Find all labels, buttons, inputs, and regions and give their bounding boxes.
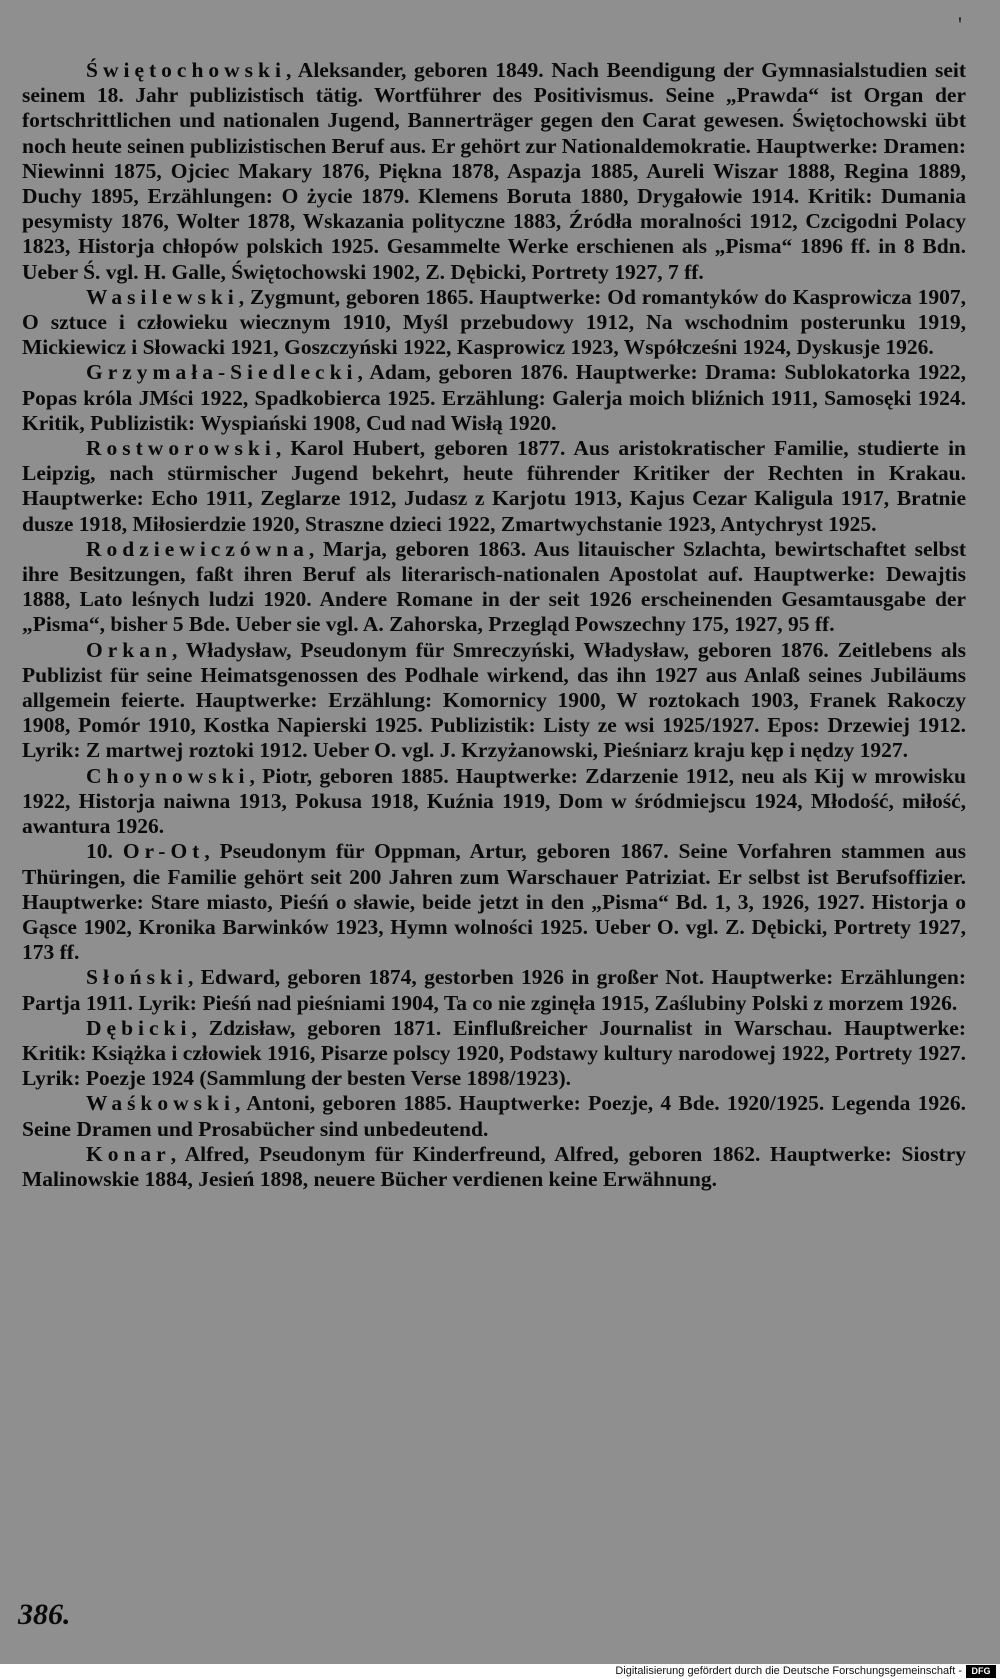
entry-paragraph [22, 1142, 966, 1192]
entry-name: Rostworowski [86, 436, 276, 461]
entry-paragraph [22, 965, 966, 1015]
entry-name: Wasilewski [86, 284, 239, 309]
entry-name: Or-Ot [122, 839, 205, 864]
page-number: 386. [18, 1598, 71, 1631]
entry-text: , Karol Hubert, geboren 1877. Aus aristokratischer Familie, studierte in Leipzig, nach stürmischer Jugend bekehrt, heute führender Kritiker der Rechten in Krakau. Hauptwerke: Echo 1911, Zeglarze 1912, Judasz z Karjotu 1913, Kajus Cezar Kaligula 1917, Bratnie dusze 1918, Miłosierdzie 1920, Straszne dzieci 1922, Zmartwychstanie 1923, Antychryst 1925. [22, 436, 966, 536]
entry-text: , Zygmunt, geboren 1865. Hauptwerke: Od romantyków do Kasprowicza 1907, O sztuce i człowieku wiecznym 1910, Myśl przebudowy 1912, Na wschodnim posterunku 1919, Mickiewicz i Słowacki 1921, Goszczyński 1922, Kasprowicz 1923, Współcześni 1924, Dyskusje 1926. [22, 284, 966, 360]
entry-paragraph [22, 58, 966, 285]
entry-paragraph [22, 1091, 966, 1141]
entry-text: , Piotr, geboren 1885. Hauptwerke: Zdarzenie 1912, neu als Kij w mrowisku 1922, Historja naiwna 1913, Pokusa 1918, Kuźnia 1919, Dom w śródmiejscu 1924, Młodość, miłość, awantura 1926. [22, 763, 966, 839]
corner-mark: ' [958, 12, 962, 37]
entry-name: Orkan [86, 637, 172, 662]
entry-text: , Pseudonym für Oppman, Artur, geboren 1867. Seine Vorfahren stammen aus Thüringen, die Familie gehört seit 200 Jahren zum Warschauer Patriziat. Er selbst ist Berufsoffizier. Hauptwerke: Stare miasto, Pieśń o sławie, beide jetzt in den „Pisma“ Bd. 1, 3, 1926, 1927. Historja o Gąsce 1902, Kronika Barwinków 1923, Hymn wolności 1925. Ueber O. vgl. Z. Dębicki, Portrety 1927, 173 ff. [22, 839, 966, 965]
entry-name: Konar [86, 1141, 171, 1166]
entry-name: Słoński [86, 965, 188, 990]
entry-paragraph [22, 436, 966, 537]
entry-name: Grzymała-Siedlecki [86, 360, 358, 385]
dfg-logo: DFG [966, 1665, 996, 1678]
entry-paragraph [22, 285, 966, 361]
entry-paragraph [22, 638, 966, 764]
entry-name: Rodziewiczówna [86, 536, 309, 561]
entry-text: , Władysław, Pseudonym für Smreczyński, Władysław, geboren 1876. Zeitlebens als Publizist für seine Heimatsgenossen des Podhale wirkend, das ihn 1927 aus Anlaß seines Jubiläums allgemein feierte. Hauptwerke: Erzählung: Komornicy 1900, W roztokach 1903, Franek Rakoczy 1908, Pomór 1910, Kostka Napierski 1925. Publizistik: Listy ze wsi 1925/1927. Epos: Drzewiej 1912. Lyrik: Z martwej roztoki 1912. Ueber O. vgl. J. Krzyżanowski, Pieśniarz kraju kęp i nędzy 1927. [22, 637, 966, 763]
entry-paragraph [22, 839, 966, 965]
entry-text: , Zdzisław, geboren 1871. Einflußreicher Journalist in Warschau. Hauptwerke: Kritik: Książka i człowiek 1916, Pisarze polscy 1920, Podstawy kultury narodowej 1922, Portrety 1927. Lyrik: Poezje 1924 (Sammlung der besten Verse 1898/1923). [22, 1015, 966, 1091]
entry-prefix: 10. [86, 839, 123, 864]
entry-name: Dębicki [86, 1015, 192, 1040]
entry-name: Świętochowski [86, 58, 286, 82]
entry-text: , Alfred, Pseudonym für Kinderfreund, Alfred, geboren 1862. Hauptwerke: Siostry Malinowskie 1884, Jesień 1898, neuere Bücher verdienen keine Erwähnung. [22, 1141, 966, 1191]
entry-name: Waśkowski [86, 1091, 235, 1116]
entry-paragraph [22, 360, 966, 436]
entry-text: , Antoni, geboren 1885. Hauptwerke: Poezje, 4 Bde. 1920/1925. Legenda 1926. Seine Dramen und Prosabücher sind unbedeutend. [22, 1091, 966, 1141]
entry-paragraph [22, 764, 966, 840]
body-text [22, 58, 966, 1192]
entry-text: , Adam, geboren 1876. Hauptwerke: Drama: Sublokatorka 1922, Popas króla JMści 1922, Spadkobierca 1925. Erzählung: Galerja moich bliźnich 1911, Samosęki 1924. Kritik, Publizistik: Wyspiański 1908, Cud nad Wisłą 1920. [22, 360, 966, 435]
entry-text: , Marja, geboren 1863. Aus litauischer Szlachta, bewirtschaftet selbst ihre Besitzungen, faßt ihren Beruf als literarisch-nationalen Apostolat auf. Hauptwerke: Dewajtis 1888, Lato leśnych ludzi 1920. Andere Romane in der seit 1926 erscheinenden Gesamtausgabe der „Pisma“, bisher 5 Bde. Ueber sie vgl. A. Zahorska, Przegląd Powszechny 175, 1927, 95 ff. [22, 536, 966, 637]
footer-bar [0, 1664, 1000, 1679]
entry-paragraph [22, 1016, 966, 1092]
entry-text: , Aleksander, geboren 1849. Nach Beendigung der Gymnasialstudien seit seinem 18. Jahr publizistisch tätig. Wortführer des Positivismus. Seine „Prawda“ ist Organ der fortschrittlichen und nationalen Jugend, Bannerträger gegen den Carat gewesen. Świętochowski übt noch heute seinen publizistischen Beruf aus. Er gehört zur Nationaldemokratie. Hauptwerke: Dramen: Niewinni 1875, Ojciec Makary 1876, Piękna 1878, Aspazja 1885, Aureli Wiszar 1888, Regina 1889, Duchy 1895, Erzählungen: O życie 1879. Klemens Boruta 1880, Drygałowie 1914. Kritik: Dumania pesymisty 1876, Wolter 1878, Wskazania polityczne 1883, Źródła moralności 1912, Czcigodni Polacy 1823, Historja chłopów polskich 1925. Gesammelte Werke erschienen als „Pisma“ 1896 ff. in 8 Bdn. Ueber Ś. vgl. H. Galle, Świętochowski 1902, Z. Dębicki, Portrety 1927, 7 ff. [22, 58, 966, 284]
entry-paragraph [22, 537, 966, 638]
entry-text: , Edward, geboren 1874, gestorben 1926 in großer Not. Hauptwerke: Erzählungen: Partja 1911. Lyrik: Pieśń nad pieśniami 1904, Ta co nie zginęła 1915, Zaślubiny Polski z morzem 1926. [22, 965, 966, 1015]
footer-credit: Digitalisierung gefördert durch die Deutsche Forschungsgemeinschaft - [615, 1665, 962, 1677]
entry-name: Choynowski [86, 763, 250, 788]
